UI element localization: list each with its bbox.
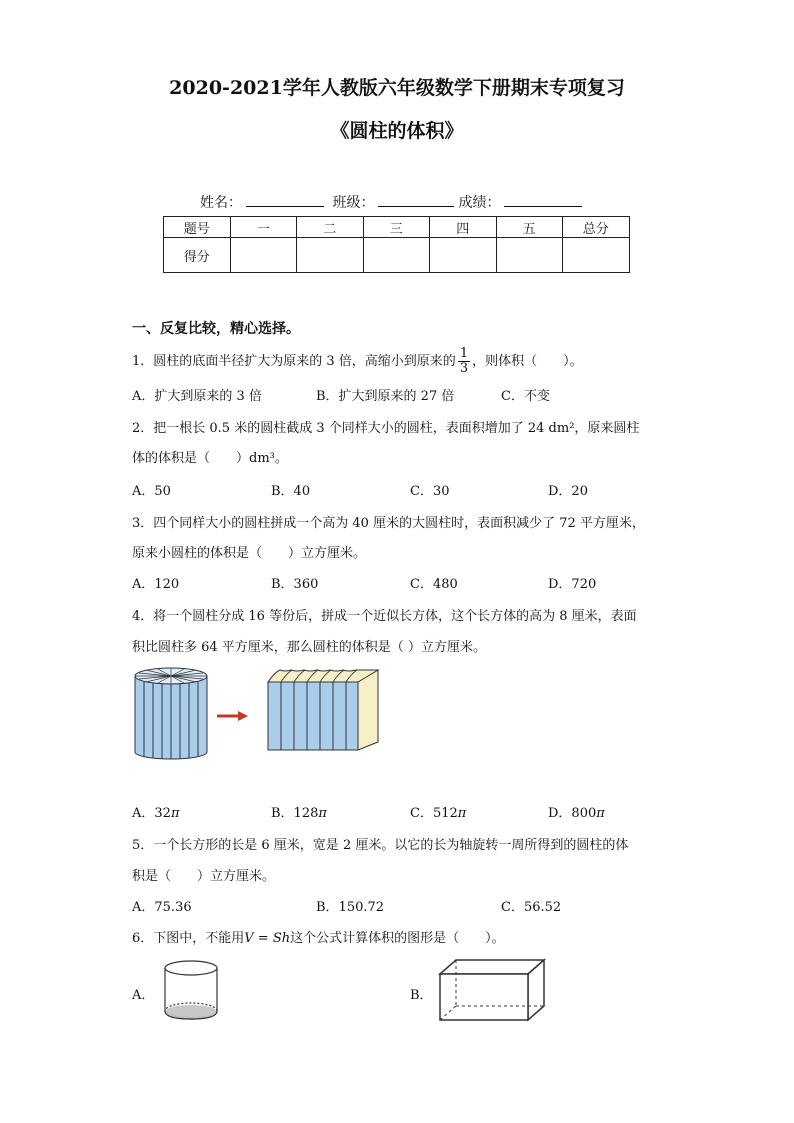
question-3-line-1: 3．四个同样大小的圆柱拼成一个高为 40 厘米的大圆柱时，表面积减少了 72 平方厘米， xyxy=(132,516,645,531)
question-5-line-1: 5．一个长方形的长是 6 厘米，宽是 2 厘米。以它的长为轴旋转一周所得到的圆柱的体 xyxy=(132,838,629,853)
q2-option-b[interactable]: B．40 xyxy=(271,484,311,499)
score-table-header: 一 xyxy=(230,217,297,238)
q4-option-b-text: B．128 xyxy=(271,806,319,821)
formula-v-sh: V = Sh xyxy=(244,931,291,946)
q5-option-c[interactable]: C．56.52 xyxy=(501,900,562,915)
question-2-line-1: 2．把一根长 0.5 米的圆柱截成 3 个同样大小的圆柱，表面积增加了 24 dm²，原来圆柱 xyxy=(132,421,640,436)
q4-option-a[interactable] xyxy=(132,802,179,821)
q2-option-d[interactable]: D．20 xyxy=(548,484,588,499)
score-cell[interactable] xyxy=(430,238,497,273)
score-table-header: 二 xyxy=(297,217,364,238)
score-table-header: 四 xyxy=(430,217,497,238)
question-4-line-2: 积比圆柱多 64 平方厘米，那么圆柱的体积是（ ）立方厘米。 xyxy=(132,640,486,655)
question-3-line-2: 原来小圆柱的体积是（ ）立方厘米。 xyxy=(132,546,367,561)
question-6 xyxy=(132,927,505,946)
score-blank[interactable] xyxy=(504,191,582,207)
cuboid-icon xyxy=(436,958,548,1022)
score-cell[interactable] xyxy=(496,238,563,273)
score-cell[interactable] xyxy=(563,238,630,273)
page-title: 2020-2021学年人教版六年级数学下册期末专项复习 xyxy=(169,77,625,99)
q4-option-c-text: C．512 xyxy=(410,806,458,821)
fraction-numerator: 1 xyxy=(459,346,469,361)
page-subtitle: 《圆柱的体积》 xyxy=(330,120,464,142)
score-table xyxy=(163,216,630,273)
q4-option-b[interactable] xyxy=(271,802,327,821)
cylinder-to-cuboid-figure xyxy=(130,664,385,760)
question-2-line-2: 体的体积是（ ）dm³。 xyxy=(132,451,288,466)
q5-option-b[interactable]: B．150.72 xyxy=(316,900,385,915)
q4-option-d-text: D．800 xyxy=(548,806,597,821)
q4-option-d[interactable] xyxy=(548,802,605,821)
q6-text-a: 6．下图中，不能用 xyxy=(132,931,245,946)
q4-option-c[interactable] xyxy=(410,802,466,821)
question-5-line-2: 积是（ ）立方厘米。 xyxy=(132,869,276,884)
pi-symbol: π xyxy=(457,806,467,821)
score-table-header: 题号 xyxy=(164,217,231,238)
score-table-header: 五 xyxy=(496,217,563,238)
cylinder-icon xyxy=(160,958,222,1024)
q6-option-a[interactable]: A． xyxy=(132,988,155,1003)
section-1-title: 一、反复比较，精心选择。 xyxy=(132,321,300,337)
q6-option-b[interactable]: B． xyxy=(410,988,433,1003)
q6-text-b: 这个公式计算体积的图形是（ ）。 xyxy=(290,931,505,946)
q2-option-c[interactable]: C．30 xyxy=(410,484,450,499)
name-blank[interactable] xyxy=(246,191,324,207)
q1-text-b: ，则体积（ ）。 xyxy=(472,354,583,369)
q5-option-a[interactable]: A．75.36 xyxy=(132,900,192,915)
question-4-line-1: 4．将一个圆柱分成 16 等份后，拼成一个近似长方体，这个长方体的高为 8 厘米，表面 xyxy=(132,609,637,624)
q3-option-b[interactable]: B．360 xyxy=(271,577,319,592)
student-info-line xyxy=(200,191,586,212)
score-table-header: 总分 xyxy=(563,217,630,238)
q2-option-a[interactable]: A．50 xyxy=(132,484,171,499)
q1-text-a: 1．圆柱的底面半径扩大为原来的 3 倍，高缩小到原来的 xyxy=(132,354,456,369)
arrow-right-icon xyxy=(217,711,248,721)
pi-symbol: π xyxy=(170,806,180,821)
question-1 xyxy=(132,347,583,376)
q3-option-a[interactable]: A．120 xyxy=(132,577,180,592)
q1-option-a[interactable]: A．扩大到原来的 3 倍 xyxy=(132,389,262,404)
class-blank[interactable] xyxy=(378,191,454,207)
sliced-cylinder-icon xyxy=(135,668,207,759)
pi-symbol: π xyxy=(596,806,605,821)
name-label: 姓名： xyxy=(200,195,242,211)
score-cell[interactable] xyxy=(230,238,297,273)
score-row-label: 得分 xyxy=(164,238,231,273)
q4-option-a-text: A．32 xyxy=(132,806,171,821)
score-cell[interactable] xyxy=(363,238,430,273)
approximate-cuboid-icon xyxy=(268,670,378,750)
score-table-header: 三 xyxy=(363,217,430,238)
q1-option-c[interactable]: C．不变 xyxy=(501,389,550,404)
q3-option-d[interactable]: D．720 xyxy=(548,577,597,592)
fraction-one-third xyxy=(458,347,470,376)
q3-option-c[interactable]: C．480 xyxy=(410,577,458,592)
q1-option-b[interactable]: B．扩大到原来的 27 倍 xyxy=(316,389,455,404)
fraction-denominator: 3 xyxy=(459,361,469,376)
class-label: 班级： xyxy=(332,195,375,211)
score-cell[interactable] xyxy=(297,238,364,273)
score-label: 成绩： xyxy=(458,195,501,211)
pi-symbol: π xyxy=(318,806,327,821)
